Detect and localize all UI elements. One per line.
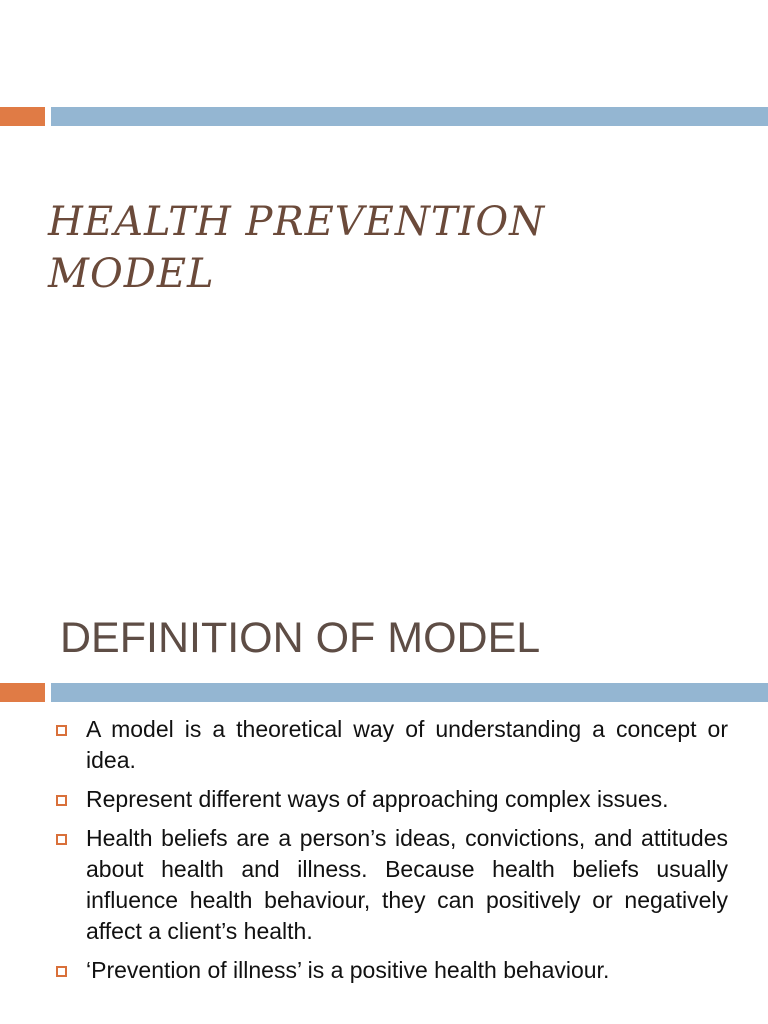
accent-bar (0, 683, 45, 702)
bullet-text: Health beliefs are a person’s ideas, convictions, and attitudes about health and illness. Because health beliefs usually influence health behaviour, they can positively or negatively affect a client’s health. (86, 825, 728, 944)
header-bar (51, 683, 768, 702)
slide-title: HEALTH PREVENTION MODEL (48, 199, 546, 297)
slide-heading: DEFINITION OF MODEL (60, 614, 541, 662)
hollow-square-bullet-icon (56, 834, 67, 845)
bullet-list (52, 714, 728, 994)
header-bar (51, 107, 768, 126)
list-item (52, 714, 728, 776)
list-item (52, 784, 728, 815)
list-item (52, 955, 728, 986)
list-item (52, 823, 728, 947)
definition-slide (0, 566, 768, 1024)
bullet-text: ‘Prevention of illness’ is a positive health behaviour. (86, 957, 610, 983)
bullet-text: Represent different ways of approaching complex issues. (86, 786, 669, 812)
hollow-square-bullet-icon (56, 966, 67, 977)
hollow-square-bullet-icon (56, 795, 67, 806)
accent-bar (0, 107, 45, 126)
bullet-text: A model is a theoretical way of understanding a concept or idea. (86, 716, 728, 773)
hollow-square-bullet-icon (56, 725, 67, 736)
